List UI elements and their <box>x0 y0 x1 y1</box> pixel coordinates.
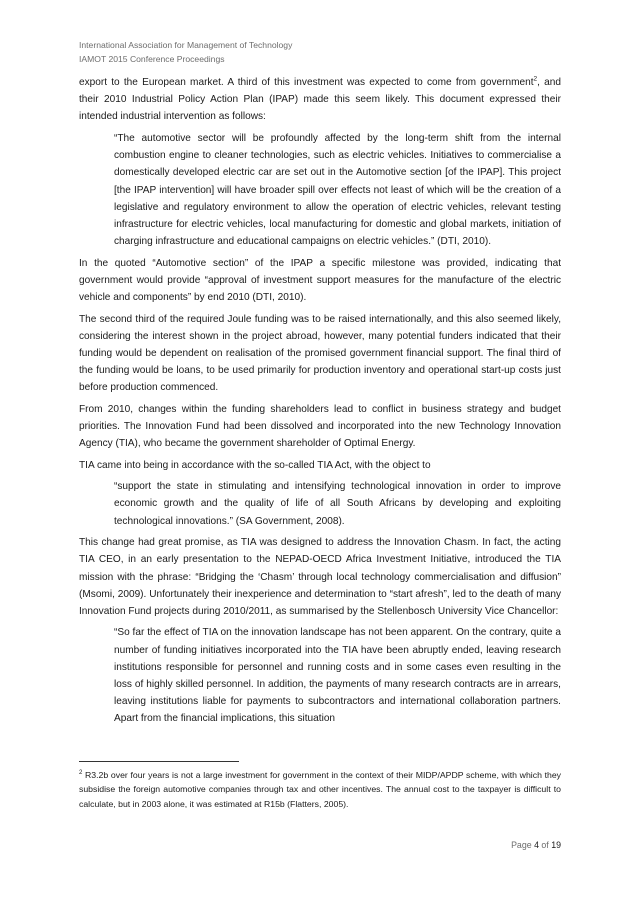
paragraph-tia-act: TIA came into being in accordance with the so-called TIA Act, with the object to <box>79 459 431 471</box>
page-total: 19 <box>551 840 561 850</box>
footnote-number: 2 <box>79 770 83 777</box>
block-quote-tia-act: “support the state in stimulating and intensifying technological innovation in order to improve economic growth and the quality of life of all South Africans by developing and exploiting technological innovations.” (SA Government, 2008). <box>114 481 561 527</box>
footnote-ref-2[interactable]: 2 <box>533 75 538 83</box>
header-proceedings: IAMOT 2015 Conference Proceedings <box>79 54 225 64</box>
paragraph-2010-changes: From 2010, changes within the funding shareholders lead to conflict in business strategy and budget priorities. The Innovation Fund had been dissolved and incorporated into the new Technology Innovation Agency (TIA), who became the government shareholder of Optimal Energy. <box>79 403 561 450</box>
block-quote-ipap: “The automotive sector will be profoundly affected by the long-term shift from the internal combustion engine to cleaner technologies, such as electric vehicles. Initiatives to commercialise a domestically developed electric car are set out in the Automotive section [of the IPAP]. This project [the IPAP intervention] will have broader spill over effects not least of which will be the creation of a legislative and regulatory environment to allow the operation of electric vehicles, relevant testing infrastructure for electric vehicles, local manufacturing for domestic and global markets, initiation of charging infrastructure and educational campaigns on electric vehicles.” (DTI, 2010). <box>114 132 561 248</box>
paragraph-joule-funding: The second third of the required Joule funding was to be raised internationally, and this also seemed likely, considering the interest shown in the project abroad, however, many potential funders indicated that their funding would be dependent on realisation of the promised government financial support. The final third of the funding would be loans, to be used primarily for production inventory and operational start-up costs just before production commenced. <box>79 313 561 394</box>
footnote-separator <box>79 761 239 762</box>
block-quote-vice-chancellor: “So far the effect of TIA on the innovation landscape has not been apparent. On the contrary, quite a number of funding initiatives incorporated into the TIA have been abruptly ended, leaving research institutions responsible for personnel and running costs and in some cases even resulting in the loss of highly skilled personnel. In addition, the payments of many research contracts are in arrears, leaving institutions liable for payments to subcontractors and international collaboration partners. Apart from the financial implications, this situation <box>114 627 561 725</box>
running-header <box>79 38 559 66</box>
body-text <box>79 74 561 732</box>
page-current: 4 <box>534 840 539 850</box>
paragraph-innovation-chasm: This change had great promise, as TIA was designed to address the Innovation Chasm. In fact, the acting TIA CEO, in an early presentation to the NEPAD-OECD Africa Investment Initiative, introduced the TIA mission with the phrase: “Bridging the ‘Chasm’ through local technology commercialisation and diffusion” (Msomi, 2009). Unfortunately their inexperience and determination to “start afresh”, led to the death of many Innovation Fund projects during 2010/2011, as summarised by the Stellenbosch University Vice Chancellor: <box>79 537 561 617</box>
paragraph-automotive-section: In the quoted “Automotive section” of the IPAP a specific milestone was provided, indicating that government would provide “approval of investment support measures for the manufacture of the electric vehicle and components” by end 2010 (DTI, 2010). <box>79 257 561 304</box>
page-number: Page 4 of 19 <box>511 840 561 850</box>
paragraph-1: export to the European market. A third of this investment was expected to come from government$^2$, and their 2010 Industrial Policy Action Plan (IPAP) made this seem likely. This document expressed their intended industrial intervention as follows: <box>79 75 561 123</box>
footnote-2: $^2$ R3.2b over four years is not a large investment for government in the context of their MIDP/APDP scheme, with which they subsidise the foreign automotive companies through tax and other incentives. The annual cost to the taxpayer is difficult to calculate, but in 2003 alone, it was estimated at R15b (Flatters, 2005). <box>79 770 561 809</box>
header-association: International Association for Management of Technology <box>79 40 293 50</box>
